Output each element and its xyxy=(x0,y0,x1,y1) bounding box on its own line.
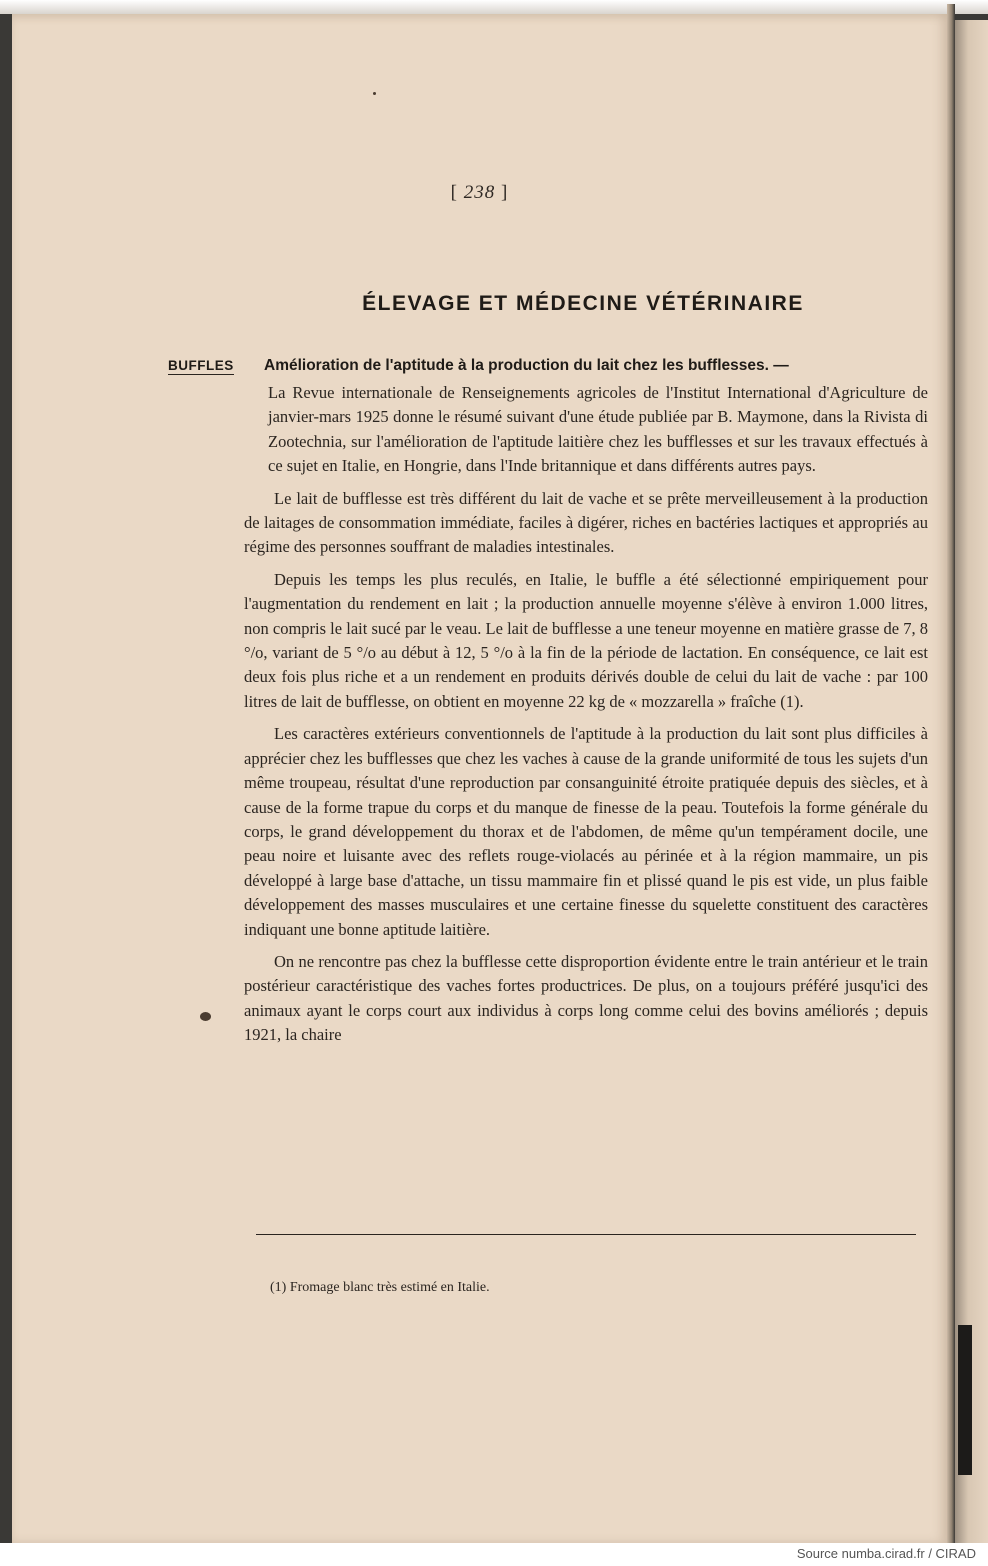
folio-open-bracket: [ xyxy=(450,182,458,203)
footnote-separator xyxy=(256,1234,916,1235)
paragraph: Depuis les temps les plus reculés, en Italie, le buffle a été sélectionné empiriquement pour l'augmentation du rendement en lait ; la production annuelle moyenne s'élève à environ 1.000 litres, non compris le lait sucé par le veau. Le lait de bufflesse a une teneur moyenne en matière grasse de 7, 8 °/o, variant de 5 °/o au début à 12, 5 °/o à la fin de la période de lactation. En conséquence, ce lait est deux fois plus riche et a un rendement en produits dérivés double de celui du lait de vache : par 100 litres de lait de bufflesse, on obtient en moyenne 22 kg de « mozzarella » fraîche (1). xyxy=(244,569,928,711)
scanner-top-strip xyxy=(0,0,988,14)
bookmark-ribbon xyxy=(958,1325,972,1475)
article-title: Amélioration de l'aptitude à la production du lait chez les bufflesses. — xyxy=(264,357,789,374)
folio-number: 238 xyxy=(463,182,496,203)
paragraph: On ne rencontre pas chez la bufflesse cette disproportion évidente entre le train antérieur et le train postérieur caractéristique des vaches fortes productrices. De plus, on a toujours préféré jusqu'ici des animaux ayant le corps court aux individus à corps long comme celui des bovins améliorés ; depuis 1921, la chaire xyxy=(244,951,928,1045)
margin-label: BUFFLES xyxy=(168,358,234,373)
ink-speck xyxy=(373,92,376,95)
next-page-edge xyxy=(955,20,988,1543)
document-page xyxy=(12,14,947,1543)
ink-speck xyxy=(200,1012,211,1021)
paragraph: Le lait de bufflesse est très différent du lait de vache et se prête merveilleusement à la production de laitages de consommation immédiate, faciles à digérer, riches en bactéries lactiques et appropriés au régime des personnes souffrant de maladies intestinales. xyxy=(244,488,928,557)
footnote: (1) Fromage blanc très estimé en Italie. xyxy=(270,1280,490,1295)
paragraph: Les caractères extérieurs conventionnels de l'aptitude à la production du lait sont plus difficiles à apprécier chez les bufflesses que chez les vaches à cause de la grande uniformité de tous les sujets d'un même troupeau, résultat d'une reproduction par consanguinité étroite pratiquée depuis des siècles, et à cause de la forme trapue du corps et du manque de finesse de la peau. Toutefois la forme générale du corps, le grand développement du thorax et de l'abdomen, de même qu'un tempérament docile, une peau noire et luisante avec des reflets rouge-violacés au périnée et à la région mammaire, un pis développé à large base d'attache, un tissu mammaire fin et plissé quand le pis est vide, un plus faible développement des masses musculaires et une certaine finesse du squelette constituent des caractères indiquant une bonne aptitude laitière. xyxy=(244,724,928,939)
page-number xyxy=(12,182,947,204)
article-body xyxy=(244,381,928,1056)
source-credit: Source numba.cirad.fr / CIRAD xyxy=(796,1546,976,1561)
section-title: ÉLEVAGE ET MÉDECINE VÉTÉRINAIRE xyxy=(362,292,804,315)
folio-close-bracket: ] xyxy=(501,182,509,203)
page-edge xyxy=(947,4,955,1543)
paragraph: La Revue internationale de Renseignements agricoles de l'Institut International d'Agriculture de janvier-mars 1925 donne le résumé suivant d'une étude publiée par B. Maymone, dans la Rivista di Zootechnia, sur l'amélioration de l'aptitude laitière chez les bufflesses et sur les travaux effectués à ce sujet en Italie, en Hongrie, dans l'Inde britannique et dans différents autres pays. xyxy=(268,383,928,476)
